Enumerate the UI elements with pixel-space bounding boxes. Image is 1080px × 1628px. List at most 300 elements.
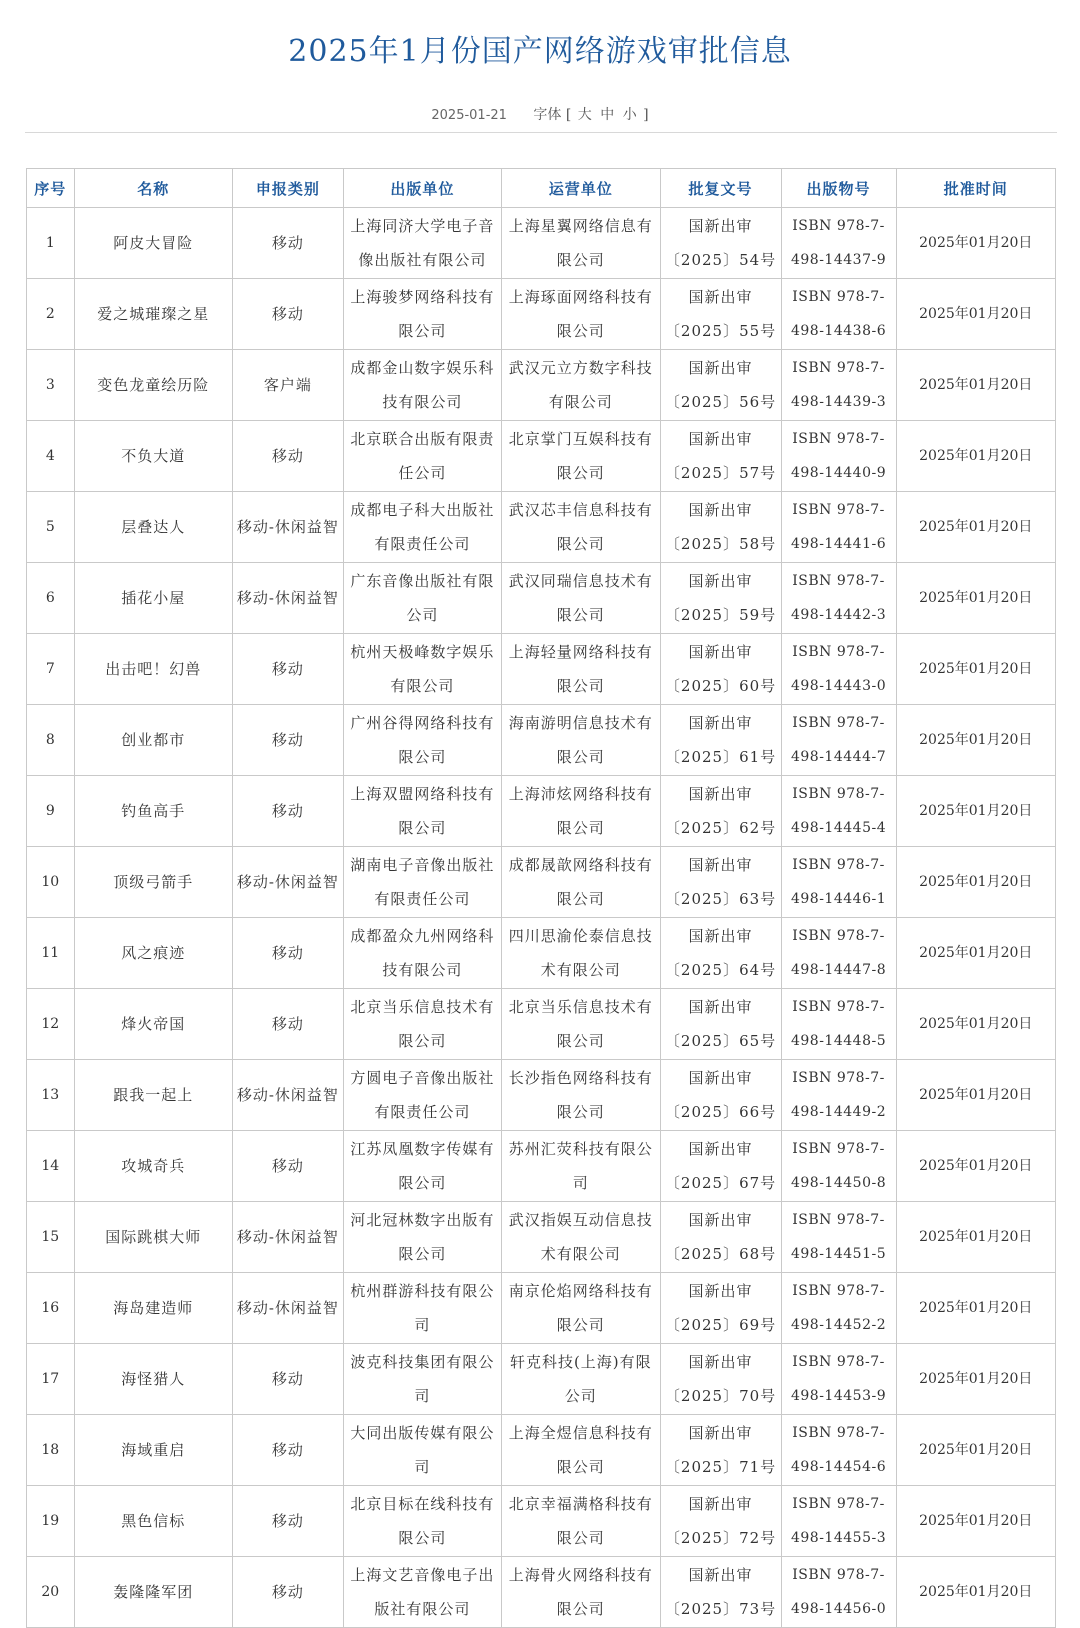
table-row xyxy=(27,421,1056,492)
cell-operator xyxy=(502,1486,660,1557)
cell-approval-no xyxy=(660,918,781,989)
cell-publisher-line: 上海骏梦网络科技有 xyxy=(350,288,495,306)
cell-approval-no xyxy=(660,847,781,918)
cell-isbn xyxy=(781,705,896,776)
cell-publisher-line: 限公司 xyxy=(398,1529,447,1547)
cell-index: 8 xyxy=(27,705,75,776)
cell-operator-line: 限公司 xyxy=(556,535,605,553)
cell-isbn xyxy=(781,1486,896,1557)
cell-operator xyxy=(502,492,660,563)
cell-index: 18 xyxy=(27,1415,75,1486)
cell-isbn-line: ISBN 978-7- xyxy=(792,1425,885,1441)
cell-operator xyxy=(502,1202,660,1273)
cell-game-name: 国际跳棋大师 xyxy=(74,1202,232,1273)
cell-isbn-line: ISBN 978-7- xyxy=(792,1567,885,1583)
cell-operator-line: 司 xyxy=(572,1174,589,1192)
cell-isbn-line: ISBN 978-7- xyxy=(792,1212,885,1228)
cell-publisher-line: 方圆电子音像出版社 xyxy=(350,1069,495,1087)
cell-publisher-line: 湖南电子音像出版社 xyxy=(350,856,495,874)
cell-approval-no xyxy=(660,563,781,634)
cell-operator xyxy=(502,1060,660,1131)
cell-approval-no xyxy=(660,1557,781,1628)
cell-operator-line: 南京伦焰网络科技有 xyxy=(508,1282,653,1300)
cell-approval-date: 2025年01月20日 xyxy=(896,1131,1055,1202)
cell-operator xyxy=(502,563,660,634)
cell-category: 移动-休闲益智 xyxy=(232,1060,343,1131)
cell-publisher-line: 像出版社有限公司 xyxy=(358,251,487,269)
cell-approval-date: 2025年01月20日 xyxy=(896,705,1055,776)
cell-category: 移动-休闲益智 xyxy=(232,492,343,563)
article-meta xyxy=(0,104,1080,124)
cell-isbn xyxy=(781,1273,896,1344)
page-title: 2025年1月份国产网络游戏审批信息 xyxy=(288,34,792,69)
cell-operator-line: 长沙指色网络科技有 xyxy=(508,1069,653,1087)
cell-approval-date: 2025年01月20日 xyxy=(896,1344,1055,1415)
header-approval-no: 批复文号 xyxy=(660,169,781,208)
cell-game-name: 层叠达人 xyxy=(74,492,232,563)
header-publisher: 出版单位 xyxy=(343,169,501,208)
cell-approval-no-line: 〔2025〕55号 xyxy=(664,322,777,340)
cell-game-name: 轰隆隆军团 xyxy=(74,1557,232,1628)
cell-approval-no xyxy=(660,1273,781,1344)
cell-isbn xyxy=(781,492,896,563)
cell-game-name: 跟我一起上 xyxy=(74,1060,232,1131)
cell-publisher xyxy=(343,492,501,563)
cell-approval-no xyxy=(660,421,781,492)
cell-approval-no-line: 〔2025〕61号 xyxy=(664,748,777,766)
table-row xyxy=(27,776,1056,847)
cell-isbn-line: 498-14439-3 xyxy=(790,394,887,410)
cell-operator xyxy=(502,1131,660,1202)
cell-operator-line: 上海全煜信息科技有 xyxy=(508,1424,653,1442)
cell-isbn xyxy=(781,1202,896,1273)
cell-isbn-line: 498-14441-6 xyxy=(790,536,887,552)
cell-index: 17 xyxy=(27,1344,75,1415)
cell-approval-date: 2025年01月20日 xyxy=(896,776,1055,847)
cell-operator xyxy=(502,1415,660,1486)
cell-game-name: 创业都市 xyxy=(74,705,232,776)
cell-index: 20 xyxy=(27,1557,75,1628)
cell-isbn-line: 498-14449-2 xyxy=(790,1104,887,1120)
cell-publisher-line: 大同出版传媒有限公 xyxy=(350,1424,495,1442)
cell-approval-no-line: 〔2025〕69号 xyxy=(664,1316,777,1334)
cell-isbn-line: 498-14456-0 xyxy=(790,1601,887,1617)
cell-publisher xyxy=(343,1202,501,1273)
cell-index: 15 xyxy=(27,1202,75,1273)
cell-operator-line: 北京掌门互娱科技有 xyxy=(508,430,653,448)
cell-approval-date: 2025年01月20日 xyxy=(896,1060,1055,1131)
cell-approval-no-line: 〔2025〕72号 xyxy=(664,1529,777,1547)
cell-approval-no xyxy=(660,1060,781,1131)
cell-publisher xyxy=(343,1344,501,1415)
font-size-open-bracket: [ xyxy=(565,107,572,123)
cell-isbn xyxy=(781,563,896,634)
cell-isbn-line: ISBN 978-7- xyxy=(792,644,885,660)
cell-publisher-line: 上海双盟网络科技有 xyxy=(350,785,495,803)
table-row xyxy=(27,847,1056,918)
cell-publisher-line: 北京目标在线科技有 xyxy=(350,1495,495,1513)
cell-approval-no-line: 国新出审 xyxy=(688,1140,753,1158)
cell-index: 3 xyxy=(27,350,75,421)
cell-game-name: 阿皮大冒险 xyxy=(74,208,232,279)
table-row xyxy=(27,563,1056,634)
cell-operator-line: 限公司 xyxy=(556,1032,605,1050)
cell-approval-no-line: 〔2025〕71号 xyxy=(664,1458,777,1476)
cell-isbn-line: 498-14448-5 xyxy=(790,1033,887,1049)
cell-publisher xyxy=(343,563,501,634)
table-row xyxy=(27,1486,1056,1557)
table-row xyxy=(27,1344,1056,1415)
cell-index: 5 xyxy=(27,492,75,563)
cell-category: 移动-休闲益智 xyxy=(232,563,343,634)
header-approval-date: 批准时间 xyxy=(896,169,1055,208)
cell-approval-date: 2025年01月20日 xyxy=(896,1415,1055,1486)
table-row xyxy=(27,1273,1056,1344)
cell-index: 11 xyxy=(27,918,75,989)
cell-approval-date: 2025年01月20日 xyxy=(896,1557,1055,1628)
cell-publisher-line: 广州谷得网络科技有 xyxy=(350,714,495,732)
table-header-row xyxy=(27,169,1056,208)
cell-approval-no-line: 国新出审 xyxy=(688,1353,753,1371)
cell-operator-line: 术有限公司 xyxy=(540,961,621,979)
cell-approval-no-line: 〔2025〕63号 xyxy=(664,890,777,908)
cell-isbn xyxy=(781,918,896,989)
cell-index: 6 xyxy=(27,563,75,634)
cell-publisher-line: 限公司 xyxy=(398,1245,447,1263)
cell-publisher-line: 司 xyxy=(414,1316,431,1334)
cell-isbn xyxy=(781,847,896,918)
header-isbn: 出版物号 xyxy=(781,169,896,208)
cell-isbn-line: ISBN 978-7- xyxy=(792,431,885,447)
cell-operator xyxy=(502,1557,660,1628)
font-size-label: 字体 xyxy=(533,107,562,123)
cell-approval-date: 2025年01月20日 xyxy=(896,350,1055,421)
cell-game-name: 顶级弓箭手 xyxy=(74,847,232,918)
cell-category: 移动 xyxy=(232,1344,343,1415)
cell-category: 移动 xyxy=(232,918,343,989)
cell-game-name: 不负大道 xyxy=(74,421,232,492)
cell-approval-no-line: 〔2025〕59号 xyxy=(664,606,777,624)
cell-operator-line: 上海沛炫网络科技有 xyxy=(508,785,653,803)
cell-category: 移动 xyxy=(232,776,343,847)
cell-isbn xyxy=(781,1060,896,1131)
cell-publisher xyxy=(343,705,501,776)
cell-approval-no xyxy=(660,208,781,279)
cell-game-name: 攻城奇兵 xyxy=(74,1131,232,1202)
cell-isbn-line: ISBN 978-7- xyxy=(792,786,885,802)
cell-approval-no-line: 国新出审 xyxy=(688,1424,753,1442)
cell-publisher-line: 技有限公司 xyxy=(382,961,463,979)
cell-game-name: 插花小屋 xyxy=(74,563,232,634)
cell-category: 移动 xyxy=(232,421,343,492)
table-body xyxy=(27,208,1056,1628)
cell-category: 移动-休闲益智 xyxy=(232,847,343,918)
cell-approval-no-line: 国新出审 xyxy=(688,572,753,590)
cell-isbn xyxy=(781,776,896,847)
cell-approval-date: 2025年01月20日 xyxy=(896,847,1055,918)
cell-category: 移动 xyxy=(232,989,343,1060)
cell-isbn-line: 498-14446-1 xyxy=(790,891,887,907)
cell-publisher-line: 版社有限公司 xyxy=(374,1600,471,1618)
cell-publisher xyxy=(343,1557,501,1628)
cell-isbn-line: ISBN 978-7- xyxy=(792,715,885,731)
cell-category: 移动 xyxy=(232,705,343,776)
cell-isbn xyxy=(781,279,896,350)
cell-publisher-line: 限公司 xyxy=(398,1032,447,1050)
cell-approval-no xyxy=(660,1202,781,1273)
cell-isbn-line: 498-14451-5 xyxy=(790,1246,887,1262)
cell-publisher-line: 广东音像出版社有限 xyxy=(350,572,495,590)
cell-game-name: 爱之城璀璨之星 xyxy=(74,279,232,350)
font-size-medium-button[interactable]: 中 xyxy=(600,107,615,123)
cell-approval-no-line: 〔2025〕73号 xyxy=(664,1600,777,1618)
cell-operator-line: 限公司 xyxy=(556,1103,605,1121)
cell-approval-date: 2025年01月20日 xyxy=(896,279,1055,350)
cell-category: 客户端 xyxy=(232,350,343,421)
cell-index: 2 xyxy=(27,279,75,350)
cell-approval-date: 2025年01月20日 xyxy=(896,563,1055,634)
cell-approval-date: 2025年01月20日 xyxy=(896,1486,1055,1557)
table-row xyxy=(27,350,1056,421)
cell-publisher-line: 上海同济大学电子音 xyxy=(350,217,495,235)
cell-operator-line: 海南游明信息技术有 xyxy=(508,714,653,732)
cell-operator-line: 公司 xyxy=(564,1387,597,1405)
cell-publisher-line: 有限责任公司 xyxy=(374,890,471,908)
font-size-large-button[interactable]: 大 xyxy=(577,107,592,123)
cell-operator-line: 限公司 xyxy=(556,1458,605,1476)
cell-game-name: 变色龙童绘历险 xyxy=(74,350,232,421)
cell-operator xyxy=(502,634,660,705)
cell-approval-no xyxy=(660,1131,781,1202)
cell-publisher-line: 有限责任公司 xyxy=(374,535,471,553)
cell-operator-line: 轩克科技(上海)有限 xyxy=(509,1353,652,1371)
cell-index: 1 xyxy=(27,208,75,279)
cell-game-name: 海怪猎人 xyxy=(74,1344,232,1415)
cell-index: 14 xyxy=(27,1131,75,1202)
cell-publisher-line: 北京当乐信息技术有 xyxy=(350,998,495,1016)
cell-approval-no xyxy=(660,1415,781,1486)
cell-approval-no-line: 〔2025〕56号 xyxy=(664,393,777,411)
cell-isbn xyxy=(781,350,896,421)
cell-operator xyxy=(502,350,660,421)
cell-approval-date: 2025年01月20日 xyxy=(896,989,1055,1060)
cell-approval-no-line: 〔2025〕62号 xyxy=(664,819,777,837)
cell-publisher xyxy=(343,350,501,421)
table-row xyxy=(27,279,1056,350)
cell-publisher-line: 成都盈众九州网络科 xyxy=(350,927,495,945)
cell-approval-no-line: 国新出审 xyxy=(688,359,753,377)
cell-publisher-line: 限公司 xyxy=(398,322,447,340)
cell-approval-no-line: 国新出审 xyxy=(688,1282,753,1300)
cell-approval-no-line: 国新出审 xyxy=(688,856,753,874)
cell-approval-no-line: 国新出审 xyxy=(688,927,753,945)
cell-isbn xyxy=(781,989,896,1060)
cell-approval-no-line: 〔2025〕68号 xyxy=(664,1245,777,1263)
cell-isbn-line: 498-14447-8 xyxy=(790,962,887,978)
cell-operator-line: 北京幸福满格科技有 xyxy=(508,1495,653,1513)
publish-date: 2025-01-21 xyxy=(431,108,507,123)
cell-operator-line: 有限公司 xyxy=(548,393,613,411)
cell-operator xyxy=(502,279,660,350)
cell-operator-line: 武汉芯丰信息科技有 xyxy=(508,501,653,519)
cell-isbn-line: ISBN 978-7- xyxy=(792,1496,885,1512)
cell-operator-line: 成都晟歆网络科技有 xyxy=(508,856,653,874)
cell-game-name: 风之痕迹 xyxy=(74,918,232,989)
cell-operator-line: 苏州汇荧科技有限公 xyxy=(508,1140,653,1158)
cell-publisher xyxy=(343,1273,501,1344)
cell-operator-line: 限公司 xyxy=(556,1529,605,1547)
cell-publisher-line: 波克科技集团有限公 xyxy=(350,1353,495,1371)
cell-index: 16 xyxy=(27,1273,75,1344)
cell-isbn-line: 498-14438-6 xyxy=(790,323,887,339)
table-row xyxy=(27,634,1056,705)
cell-category: 移动 xyxy=(232,279,343,350)
cell-approval-no-line: 国新出审 xyxy=(688,1495,753,1513)
cell-isbn-line: ISBN 978-7- xyxy=(792,928,885,944)
cell-publisher-line: 河北冠林数字出版有 xyxy=(350,1211,495,1229)
cell-approval-no xyxy=(660,1344,781,1415)
table-row xyxy=(27,492,1056,563)
cell-isbn-line: 498-14453-9 xyxy=(790,1388,887,1404)
cell-game-name: 海岛建造师 xyxy=(74,1273,232,1344)
cell-category: 移动 xyxy=(232,1415,343,1486)
header-name: 名称 xyxy=(74,169,232,208)
cell-category: 移动 xyxy=(232,1486,343,1557)
cell-category: 移动-休闲益智 xyxy=(232,1273,343,1344)
cell-publisher xyxy=(343,279,501,350)
cell-game-name: 出击吧！幻兽 xyxy=(74,634,232,705)
cell-publisher-line: 上海文艺音像电子出 xyxy=(350,1566,495,1584)
table-row xyxy=(27,918,1056,989)
cell-operator xyxy=(502,1344,660,1415)
cell-publisher-line: 杭州群游科技有限公 xyxy=(350,1282,495,1300)
cell-approval-no-line: 国新出审 xyxy=(688,430,753,448)
cell-operator-line: 限公司 xyxy=(556,251,605,269)
table-row xyxy=(27,1131,1056,1202)
cell-publisher xyxy=(343,847,501,918)
cell-approval-date: 2025年01月20日 xyxy=(896,421,1055,492)
cell-operator-line: 限公司 xyxy=(556,819,605,837)
cell-operator xyxy=(502,918,660,989)
cell-index: 4 xyxy=(27,421,75,492)
cell-publisher-line: 有限公司 xyxy=(390,677,455,695)
cell-approval-date: 2025年01月20日 xyxy=(896,208,1055,279)
cell-operator xyxy=(502,776,660,847)
cell-category: 移动 xyxy=(232,1557,343,1628)
cell-approval-date: 2025年01月20日 xyxy=(896,1273,1055,1344)
cell-isbn-line: ISBN 978-7- xyxy=(792,360,885,376)
header-index: 序号 xyxy=(27,169,75,208)
cell-approval-no xyxy=(660,634,781,705)
cell-publisher xyxy=(343,634,501,705)
cell-isbn-line: 498-14450-8 xyxy=(790,1175,887,1191)
cell-index: 19 xyxy=(27,1486,75,1557)
cell-isbn xyxy=(781,1557,896,1628)
cell-isbn-line: 498-14445-4 xyxy=(790,820,887,836)
cell-game-name: 钓鱼高手 xyxy=(74,776,232,847)
cell-publisher-line: 江苏凤凰数字传媒有 xyxy=(350,1140,495,1158)
cell-index: 7 xyxy=(27,634,75,705)
cell-publisher-line: 公司 xyxy=(406,606,439,624)
cell-approval-no-line: 国新出审 xyxy=(688,714,753,732)
cell-isbn-line: 498-14452-2 xyxy=(790,1317,887,1333)
cell-index: 10 xyxy=(27,847,75,918)
cell-approval-no-line: 国新出审 xyxy=(688,1211,753,1229)
cell-approval-no-line: 〔2025〕65号 xyxy=(664,1032,777,1050)
cell-operator-line: 武汉同瑞信息技术有 xyxy=(508,572,653,590)
cell-operator xyxy=(502,1273,660,1344)
cell-publisher-line: 任公司 xyxy=(398,464,447,482)
cell-approval-date: 2025年01月20日 xyxy=(896,634,1055,705)
cell-category: 移动 xyxy=(232,208,343,279)
cell-publisher-line: 成都金山数字娱乐科 xyxy=(350,359,495,377)
approval-table xyxy=(26,168,1056,1628)
cell-operator-line: 限公司 xyxy=(556,677,605,695)
cell-isbn-line: 498-14443-0 xyxy=(790,678,887,694)
cell-approval-no-line: 〔2025〕54号 xyxy=(664,251,777,269)
cell-approval-no xyxy=(660,492,781,563)
cell-game-name: 海域重启 xyxy=(74,1415,232,1486)
cell-publisher-line: 杭州天极峰数字娱乐 xyxy=(350,643,495,661)
cell-approval-no-line: 〔2025〕58号 xyxy=(664,535,777,553)
cell-operator-line: 上海星翼网络信息有 xyxy=(508,217,653,235)
cell-isbn-line: ISBN 978-7- xyxy=(792,502,885,518)
cell-operator-line: 上海骨火网络科技有 xyxy=(508,1566,653,1584)
cell-operator-line: 限公司 xyxy=(556,464,605,482)
cell-approval-no-line: 〔2025〕66号 xyxy=(664,1103,777,1121)
table-row xyxy=(27,1557,1056,1628)
cell-publisher-line: 成都电子科大出版社 xyxy=(350,501,495,519)
font-size-small-button[interactable]: 小 xyxy=(622,107,637,123)
cell-isbn xyxy=(781,208,896,279)
cell-isbn-line: ISBN 978-7- xyxy=(792,289,885,305)
cell-isbn-line: 498-14455-3 xyxy=(790,1530,887,1546)
cell-isbn-line: ISBN 978-7- xyxy=(792,1283,885,1299)
cell-operator xyxy=(502,421,660,492)
cell-isbn xyxy=(781,421,896,492)
cell-isbn-line: ISBN 978-7- xyxy=(792,1354,885,1370)
cell-category: 移动-休闲益智 xyxy=(232,1202,343,1273)
table-row xyxy=(27,989,1056,1060)
cell-isbn-line: ISBN 978-7- xyxy=(792,1141,885,1157)
cell-operator-line: 限公司 xyxy=(556,1600,605,1618)
cell-isbn-line: ISBN 978-7- xyxy=(792,218,885,234)
cell-isbn xyxy=(781,1415,896,1486)
cell-game-name: 黑色信标 xyxy=(74,1486,232,1557)
table-row xyxy=(27,208,1056,279)
cell-category: 移动 xyxy=(232,634,343,705)
cell-approval-no-line: 国新出审 xyxy=(688,217,753,235)
cell-publisher-line: 司 xyxy=(414,1387,431,1405)
cell-approval-no-line: 〔2025〕60号 xyxy=(664,677,777,695)
cell-index: 13 xyxy=(27,1060,75,1131)
cell-approval-no-line: 〔2025〕64号 xyxy=(664,961,777,979)
cell-approval-no-line: 国新出审 xyxy=(688,785,753,803)
cell-operator-line: 限公司 xyxy=(556,1316,605,1334)
cell-approval-date: 2025年01月20日 xyxy=(896,1202,1055,1273)
cell-approval-no-line: 〔2025〕57号 xyxy=(664,464,777,482)
cell-publisher xyxy=(343,776,501,847)
cell-publisher xyxy=(343,1486,501,1557)
cell-isbn-line: 498-14454-6 xyxy=(790,1459,887,1475)
header-divider xyxy=(25,132,1057,133)
header-operator: 运营单位 xyxy=(502,169,660,208)
cell-publisher xyxy=(343,918,501,989)
cell-operator-line: 限公司 xyxy=(556,606,605,624)
cell-approval-no-line: 〔2025〕67号 xyxy=(664,1174,777,1192)
cell-isbn xyxy=(781,634,896,705)
cell-isbn xyxy=(781,1131,896,1202)
